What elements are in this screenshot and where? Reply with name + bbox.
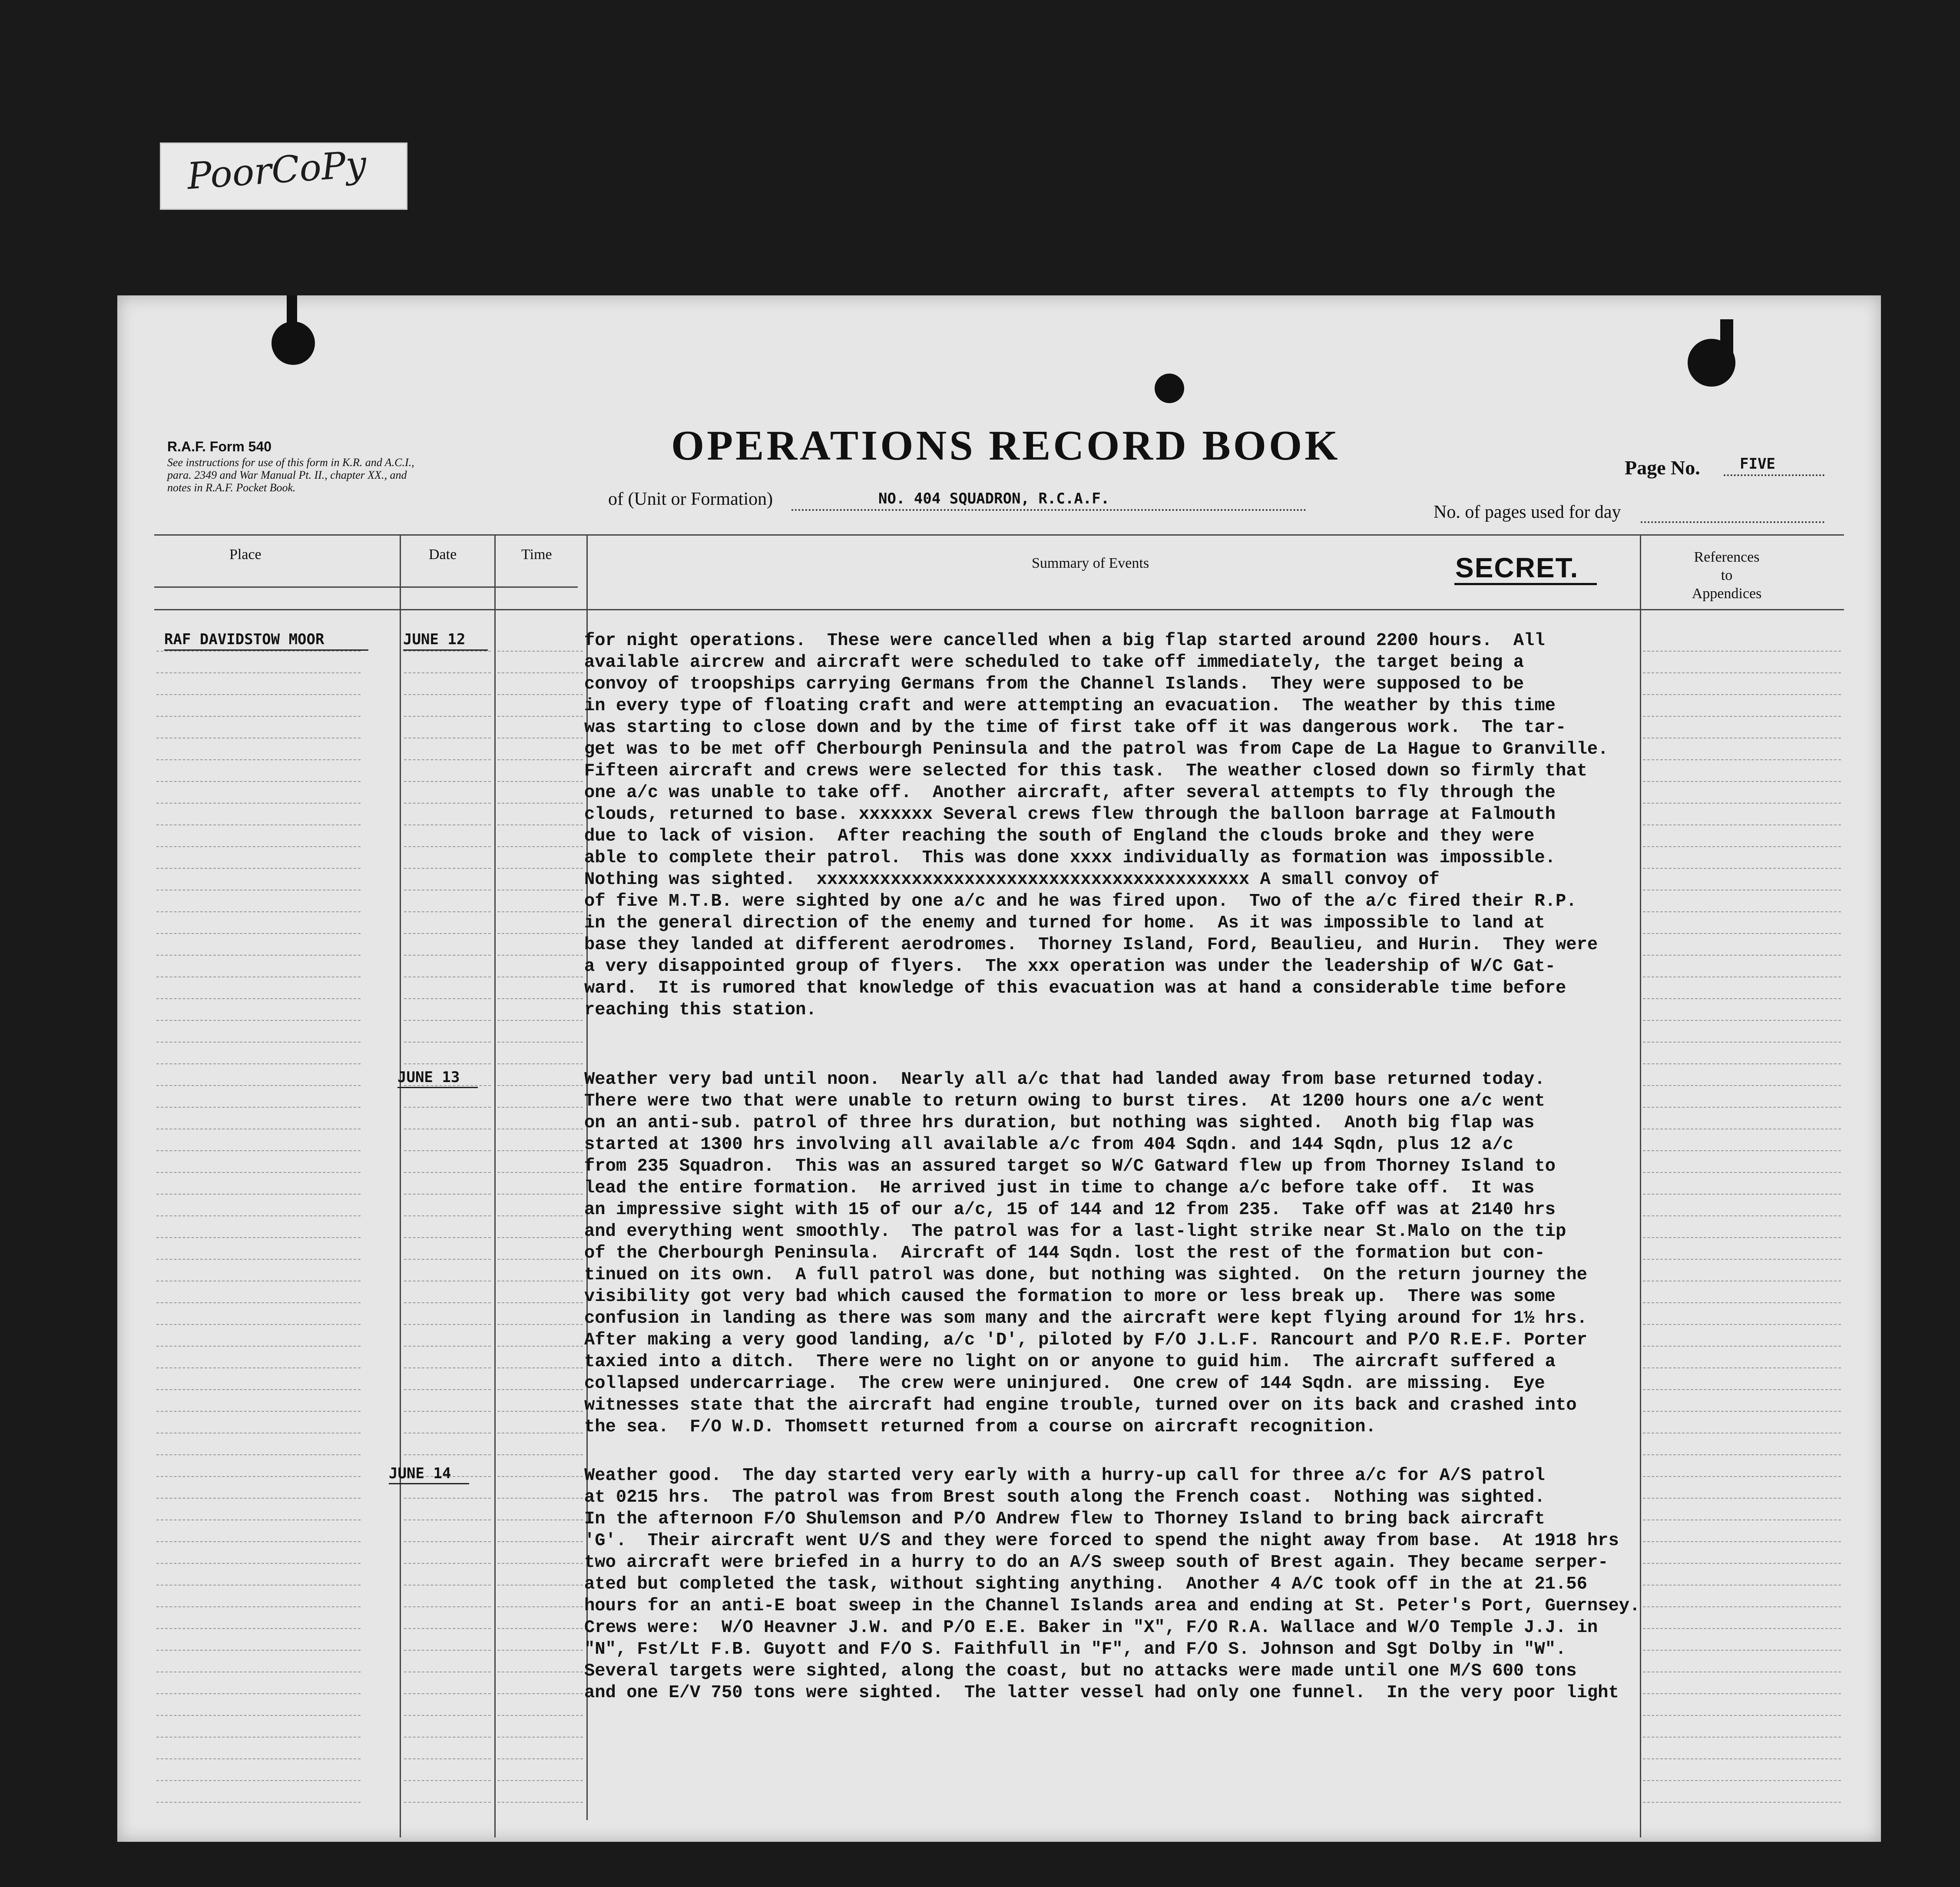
summary-line: an impressive sight with 15 of our a/c, 15 of 144 and 12 from 235. Take off was at 2140 hrs — [584, 1200, 1556, 1220]
ruled-line — [497, 1758, 583, 1759]
poor-copy-note — [160, 142, 407, 210]
ruled-line — [156, 1780, 361, 1781]
summary-line: from 235 Squadron. This was an assured target so W/C Gatward flew up from Thorney Island to — [584, 1156, 1556, 1176]
ruled-line — [156, 998, 361, 999]
ruled-line — [497, 1324, 583, 1325]
ruled-line — [156, 1585, 361, 1586]
ruled-line — [497, 1628, 583, 1629]
punch-hole-right — [1688, 339, 1735, 387]
ruled-line — [1643, 1498, 1841, 1499]
summary-line: was starting to close down and by the time of first take off it was dangerous work. The tar- — [584, 718, 1566, 738]
ruled-line — [497, 1346, 583, 1347]
ruled-line — [156, 1172, 361, 1173]
ruled-line — [1643, 1411, 1841, 1412]
ruled-line — [404, 1650, 491, 1651]
ruled-line — [404, 1628, 491, 1629]
ruled-line — [1643, 672, 1841, 673]
ruled-line — [156, 1042, 361, 1043]
ruled-line — [497, 759, 583, 760]
summary-line: Several targets were sighted, along the coast, but no attacks were made until one M/S 600 tons — [584, 1661, 1577, 1681]
summary-line: a very disappointed group of flyers. The xxx operation was under the leadership of W/C Gat- — [584, 957, 1556, 977]
ruled-line — [156, 759, 361, 760]
ruled-line — [497, 1802, 583, 1803]
ruled-line — [497, 1172, 583, 1173]
ruled-line — [156, 1237, 361, 1238]
page-title: OPERATIONS RECORD BOOK — [671, 422, 1341, 469]
ruled-line — [497, 1194, 583, 1195]
ruled-line — [404, 890, 491, 891]
ruled-line — [156, 1693, 361, 1694]
ruled-line — [404, 1802, 491, 1803]
summary-line: for night operations. These were cancelled when a big flap started around 2200 hours. All — [584, 631, 1545, 651]
summary-line: Fifteen aircraft and crews were selected for this task. The weather closed down so firmly that — [584, 761, 1587, 781]
ruled-line — [497, 1411, 583, 1412]
summary-june-14 — [584, 1465, 1640, 1704]
poor-copy-handwriting: PoorCoPy — [185, 142, 368, 198]
entry-place-june-12: RAF DAVIDSTOW MOOR — [164, 631, 324, 648]
ruled-line — [156, 1346, 361, 1347]
summary-line: In the afternoon F/O Shulemson and P/O Andrew flew to Thorney Island to bring back aircraft — [584, 1509, 1545, 1529]
ruled-line — [497, 1042, 583, 1043]
ruled-line — [156, 1715, 361, 1716]
ruled-line — [156, 1498, 361, 1499]
ruled-line — [1643, 846, 1841, 847]
col-divider-summary-refs — [1640, 534, 1641, 1837]
entry-date-june-14: JUNE 14 — [389, 1465, 451, 1482]
ruled-line — [1643, 1172, 1841, 1173]
unit-label: of (Unit or Formation) — [608, 489, 773, 509]
ruled-line — [404, 672, 491, 673]
ruled-line — [1643, 1715, 1841, 1716]
ruled-line — [497, 803, 583, 804]
ruled-line — [156, 890, 361, 891]
ruled-line — [1643, 1585, 1841, 1586]
ruled-line — [156, 1563, 361, 1564]
ruled-line — [497, 1737, 583, 1738]
summary-line: two aircraft were briefed in a hurry to do an A/S sweep south of Brest again. They became serper- — [584, 1553, 1609, 1572]
summary-line: one a/c was unable to take off. Another aircraft, after several attempts to fly through the — [584, 783, 1556, 803]
punch-hole-center — [1155, 374, 1184, 403]
ruled-line — [404, 1563, 491, 1564]
entry-date-june-12: JUNE 12 — [403, 631, 466, 648]
ruled-line — [156, 1259, 361, 1260]
ruled-line — [1643, 998, 1841, 999]
pages-used-label: No. of pages used for day — [1434, 502, 1621, 522]
summary-line: ated but completed the task, without sighting anything. Another 4 A/C took off in the at 21.56 — [584, 1574, 1587, 1594]
ruled-line — [1643, 1150, 1841, 1151]
ruled-line — [156, 803, 361, 804]
ruled-line — [404, 1150, 491, 1151]
ruled-line — [1643, 1302, 1841, 1303]
ruled-line — [156, 1215, 361, 1216]
ruled-line — [1643, 781, 1841, 782]
summary-line: Weather very bad until noon. Nearly all a/c that had landed away from base returned today. — [584, 1069, 1545, 1089]
summary-line: There were two that were unable to return owing to burst tires. At 1200 hours one a/c went — [584, 1091, 1545, 1111]
ruled-line — [1643, 1454, 1841, 1455]
date-underline-june-14 — [389, 1483, 469, 1484]
column-header-place: Place — [229, 546, 262, 563]
ruled-line — [497, 1215, 583, 1216]
summary-line: visibility got very bad which caused the formation to more or less break up. There was some — [584, 1287, 1556, 1307]
ruled-line — [156, 1150, 361, 1151]
ruled-line — [404, 1498, 491, 1499]
ruled-line — [1643, 1346, 1841, 1347]
ruled-line — [156, 716, 361, 717]
ruled-line — [497, 1259, 583, 1260]
ruled-line — [404, 1367, 491, 1368]
ruled-line — [1643, 1541, 1841, 1542]
header-bottom-rule — [154, 609, 1844, 610]
ruled-line — [1643, 759, 1841, 760]
ruled-line — [497, 1107, 583, 1108]
summary-line: 'G'. Their aircraft went U/S and they were forced to spend the night away from base. At 1918 hrs — [584, 1531, 1619, 1551]
summary-line: tinued on its own. A full patrol was done, but nothing was sighted. On the return journey the — [584, 1265, 1587, 1285]
ruled-line — [497, 1650, 583, 1651]
col-divider-date-time — [494, 534, 496, 1837]
ruled-line — [404, 1259, 491, 1260]
ruled-line — [497, 672, 583, 673]
summary-line: clouds, returned to base. xxxxxxx Several crews flew through the balloon barrage at Falmouth — [584, 804, 1556, 824]
ruled-line — [156, 1650, 361, 1651]
ruled-line — [497, 824, 583, 825]
summary-line: taxied into a ditch. There were no light on or anyone to guid him. The aircraft suffered a — [584, 1352, 1556, 1372]
ruled-line — [497, 1541, 583, 1542]
ruled-line — [1643, 1063, 1841, 1064]
ruled-line — [1643, 955, 1841, 956]
ruled-line — [497, 846, 583, 847]
ruled-line — [1643, 1215, 1841, 1216]
ruled-line — [156, 933, 361, 934]
col-divider-place-date — [400, 534, 401, 1837]
ruled-line — [404, 1042, 491, 1043]
summary-line: convoy of troopships carrying Germans from the Channel Islands. They were supposed to be — [584, 674, 1524, 694]
ruled-line — [1643, 1194, 1841, 1195]
ruled-line — [497, 955, 583, 956]
ruled-line — [497, 1454, 583, 1455]
ruled-line — [1643, 716, 1841, 717]
ruled-line — [1643, 868, 1841, 869]
ruled-line — [404, 1215, 491, 1216]
ruled-line — [1643, 1563, 1841, 1564]
ruled-line — [1643, 694, 1841, 695]
unit-dotted-line — [791, 509, 1306, 511]
ruled-line — [404, 1237, 491, 1238]
ruled-line — [156, 1107, 361, 1108]
column-header-summary: Summary of Events — [1032, 555, 1149, 571]
ruled-line — [404, 1758, 491, 1759]
secret-stamp: SECRET. — [1455, 552, 1579, 583]
ruled-line — [497, 1389, 583, 1390]
ruled-line — [497, 890, 583, 891]
summary-line: lead the entire formation. He arrived just in time to change a/c before take off. It was — [584, 1178, 1535, 1198]
summary-line: witnesses state that the aircraft had engine trouble, turned over on its back and crashed into — [584, 1395, 1577, 1415]
ruled-line — [404, 955, 491, 956]
column-header-time: Time — [521, 546, 552, 563]
ruled-line — [404, 1693, 491, 1694]
summary-line: Weather good. The day started very early with a hurry-up call for three a/c for A/S patrol — [584, 1466, 1545, 1486]
ruled-line — [497, 1585, 583, 1586]
ruled-line — [497, 716, 583, 717]
summary-line: of the Cherbourgh Peninsula. Aircraft of 144 Sqdn. lost the rest of the formation but con- — [584, 1243, 1545, 1263]
ruled-line — [156, 868, 361, 869]
date-underline-june-13 — [397, 1087, 478, 1088]
summary-line: get was to be met off Cherbourgh Peninsula and the patrol was from Cape de La Hague to Granville. — [584, 739, 1609, 759]
ruled-line — [1643, 803, 1841, 804]
ruled-line — [497, 1693, 583, 1694]
ruled-line — [156, 1367, 361, 1368]
ruled-line — [404, 1585, 491, 1586]
ruled-line — [1643, 1737, 1841, 1738]
summary-line: started at 1300 hrs involving all available a/c from 404 Sqdn. and 144 Sqdn, plus 12 a/c — [584, 1135, 1513, 1155]
ruled-line — [497, 1476, 583, 1477]
ruled-line — [156, 911, 361, 912]
ruled-line — [1643, 933, 1841, 934]
ruled-line — [156, 1476, 361, 1477]
ruled-line — [404, 694, 491, 695]
form-instructions: See instructions for use of this form in K.R. and A.C.I., para. 2349 and War Manual Pt. II., chapter XX., and notes in R.A.F. Pocket Book. — [167, 456, 414, 494]
ruled-line — [156, 846, 361, 847]
ruled-line — [156, 1541, 361, 1542]
ruled-line — [1643, 911, 1841, 912]
summary-line: ward. It is rumored that knowledge of this evacuation was at hand a considerable time before — [584, 978, 1566, 998]
punch-hole-left — [271, 321, 315, 365]
ruled-line — [404, 1324, 491, 1325]
ruled-line — [497, 1715, 583, 1716]
ruled-line — [156, 1194, 361, 1195]
ruled-line — [404, 759, 491, 760]
ruled-line — [1643, 1042, 1841, 1043]
ruled-line — [497, 1237, 583, 1238]
ruled-line — [1643, 1693, 1841, 1694]
summary-line: and everything went smoothly. The patrol was for a last-light strike near St.Malo on the tip — [584, 1222, 1566, 1241]
ruled-line — [404, 1411, 491, 1412]
header-divider-short — [154, 586, 578, 588]
ruled-line — [497, 1302, 583, 1303]
ruled-line — [404, 1020, 491, 1021]
ruled-line — [156, 1454, 361, 1455]
summary-line: base they landed at different aerodromes. Thorney Island, Ford, Beaulieu, and Hurin. They were — [584, 935, 1598, 955]
ruled-line — [156, 1020, 361, 1021]
ruled-line — [404, 1780, 491, 1781]
ruled-line — [404, 716, 491, 717]
ruled-line — [404, 1454, 491, 1455]
ruled-line — [404, 1737, 491, 1738]
ruled-line — [1643, 890, 1841, 891]
summary-june-12 — [584, 630, 1608, 1021]
summary-line: available aircrew and aircraft were scheduled to take off immediately, the target being a — [584, 652, 1524, 672]
ruled-line — [156, 1628, 361, 1629]
column-header-references: References to Appendices — [1692, 549, 1762, 602]
ruled-line — [1643, 1650, 1841, 1651]
ruled-line — [1643, 1780, 1841, 1781]
ruled-line — [1643, 1389, 1841, 1390]
summary-line: due to lack of vision. After reaching the south of England the clouds broke and they were — [584, 826, 1535, 846]
ruled-line — [497, 1367, 583, 1368]
ruled-line — [1643, 1324, 1841, 1325]
ruled-line — [156, 1802, 361, 1803]
ruled-line — [156, 824, 361, 825]
ruled-line — [404, 933, 491, 934]
pages-used-dotted-line — [1641, 521, 1824, 523]
summary-line: and one E/V 750 tons were sighted. The latter vessel had only one funnel. In the very poor light — [584, 1683, 1619, 1703]
ruled-line — [156, 1737, 361, 1738]
ruled-line — [404, 846, 491, 847]
ruled-line — [156, 1389, 361, 1390]
ruled-line — [156, 1302, 361, 1303]
ruled-line — [497, 1063, 583, 1064]
ruled-line — [404, 1606, 491, 1607]
ruled-line — [404, 803, 491, 804]
ruled-line — [497, 1085, 583, 1086]
ruled-line — [404, 998, 491, 999]
table-top-rule — [154, 534, 1844, 536]
page-number-value: FIVE — [1740, 455, 1775, 473]
operations-record-sheet — [117, 295, 1881, 1842]
ruled-line — [1643, 1367, 1841, 1368]
ruled-line — [1643, 1237, 1841, 1238]
ruled-line — [1643, 1259, 1841, 1260]
ruled-line — [404, 1172, 491, 1173]
summary-line: at 0215 hrs. The patrol was from Brest south along the French coast. Nothing was sighted. — [584, 1487, 1545, 1507]
ruled-line — [404, 911, 491, 912]
page-number-dotted-line — [1724, 474, 1824, 476]
ruled-line — [497, 1606, 583, 1607]
ruled-line — [1643, 1020, 1841, 1021]
summary-line: "N", Fst/Lt F.B. Guyott and F/O S. Faithfull in "F", and F/O S. Johnson and Sgt Dolby in "W". — [584, 1639, 1566, 1659]
summary-line: collapsed undercarriage. The crew were uninjured. One crew of 144 Sqdn. are missing. Eye — [584, 1374, 1545, 1394]
ruled-line — [156, 651, 361, 652]
ruled-line — [1643, 1758, 1841, 1759]
summary-line: Crews were: W/O Heavner J.W. and P/O E.E. Baker in "X", F/O R.A. Wallace and W/O Temple J.J. in — [584, 1618, 1598, 1638]
ruled-line — [404, 651, 491, 652]
entry-date-june-13: JUNE 13 — [397, 1069, 460, 1086]
ruled-line — [497, 781, 583, 782]
summary-line: confusion in landing as there was som many and the aircraft were kept flying around for 1½ hrs. — [584, 1308, 1587, 1328]
ruled-line — [404, 1302, 491, 1303]
summary-line: After making a very good landing, a/c 'D', piloted by F/O J.L.F. Rancourt and P/O R.E.F. Porter — [584, 1330, 1587, 1350]
ruled-line — [497, 694, 583, 695]
summary-line: able to complete their patrol. This was done xxxx individually as formation was impossible. — [584, 848, 1556, 868]
page-number-label: Page No. — [1625, 457, 1700, 479]
ruled-line — [1643, 1476, 1841, 1477]
summary-june-13 — [584, 1069, 1587, 1438]
summary-line: on an anti-sub. patrol of three hrs duration, but nothing was sighted. Anoth big flap was — [584, 1113, 1535, 1133]
summary-line: hours for an anti-E boat sweep in the Channel Islands area and ending at St. Peter's Port, Guernsey. — [584, 1596, 1640, 1616]
ruled-line — [156, 781, 361, 782]
summary-line: of five M.T.B. were sighted by one a/c and he was fired upon. Two of the a/c fired their R.P. — [584, 891, 1577, 911]
ruled-line — [404, 1389, 491, 1390]
summary-line: Nothing was sighted. xxxxxxxxxxxxxxxxxxxxxxxxxxxxxxxxxxxxxxxxx A small convoy of — [584, 870, 1440, 890]
ruled-line — [156, 1085, 361, 1086]
ruled-line — [497, 998, 583, 999]
ruled-line — [497, 911, 583, 912]
ruled-line — [1643, 1107, 1841, 1108]
ruled-line — [1643, 824, 1841, 825]
ruled-line — [156, 1324, 361, 1325]
ruled-line — [156, 672, 361, 673]
ruled-line — [497, 1498, 583, 1499]
ruled-line — [1643, 1628, 1841, 1629]
date-underline-june-12 — [403, 649, 488, 651]
summary-line: reaching this station. — [584, 1000, 817, 1020]
ruled-line — [497, 868, 583, 869]
ruled-line — [1643, 651, 1841, 652]
ruled-line — [1643, 1085, 1841, 1086]
unit-value: NO. 404 SQUADRON, R.C.A.F. — [878, 490, 1110, 507]
ruled-line — [404, 781, 491, 782]
ruled-line — [497, 933, 583, 934]
ruled-line — [497, 1563, 583, 1564]
ruled-line — [156, 955, 361, 956]
place-underline — [164, 649, 368, 651]
ruled-line — [404, 1194, 491, 1195]
ruled-line — [156, 1411, 361, 1412]
ruled-line — [497, 651, 583, 652]
ruled-line — [497, 1780, 583, 1781]
ruled-line — [404, 1541, 491, 1542]
ruled-line — [404, 1715, 491, 1716]
ruled-line — [497, 1020, 583, 1021]
ruled-line — [404, 1063, 491, 1064]
summary-line: in every type of floating craft and were attempting an evacuation. The weather by this time — [584, 696, 1556, 716]
ruled-line — [1643, 1802, 1841, 1803]
ruled-line — [156, 1606, 361, 1607]
ruled-line — [404, 824, 491, 825]
form-id: R.A.F. Form 540 — [167, 439, 272, 454]
ruled-line — [404, 1107, 491, 1108]
summary-line: the sea. F/O W.D. Thomsett returned from a course on aircraft recognition. — [584, 1417, 1376, 1437]
ruled-line — [156, 694, 361, 695]
summary-line: in the general direction of the enemy and turned for home. As it was impossible to land at — [584, 913, 1545, 933]
ruled-line — [1643, 1606, 1841, 1607]
secret-underline — [1454, 583, 1597, 585]
ruled-line — [404, 868, 491, 869]
ruled-line — [404, 1346, 491, 1347]
ruled-line — [156, 1063, 361, 1064]
ruled-line — [497, 1150, 583, 1151]
ruled-line — [156, 1758, 361, 1759]
column-header-date: Date — [429, 546, 457, 563]
